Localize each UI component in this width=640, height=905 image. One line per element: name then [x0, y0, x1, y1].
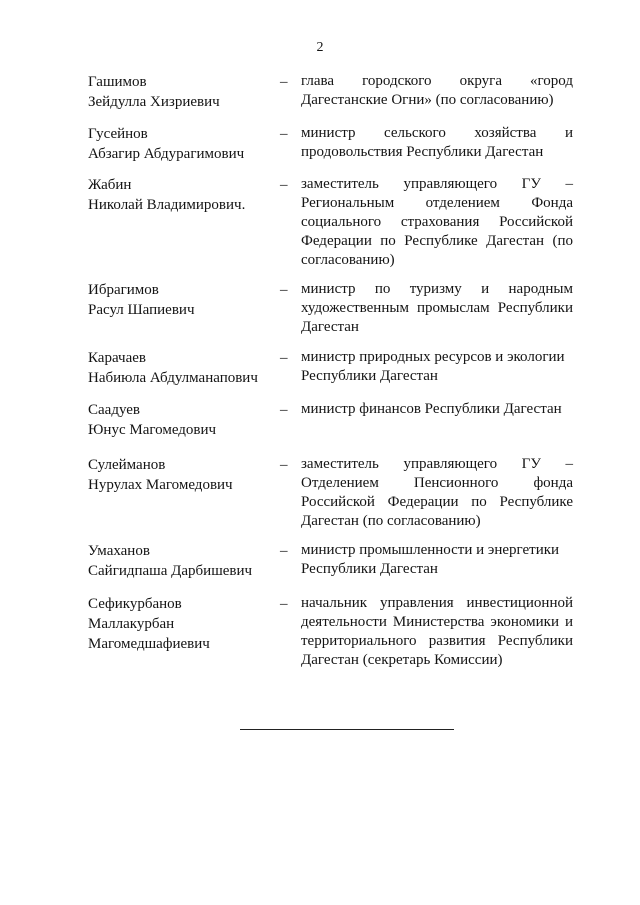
- member-role: министр промышленности и энергетики Республики Дагестан: [301, 542, 560, 577]
- member-name: [88, 455, 278, 495]
- member-name: [88, 175, 278, 215]
- member-surname: Карачаев: [88, 350, 146, 366]
- member-name: [88, 348, 278, 388]
- dash-separator: –: [280, 282, 288, 298]
- member-surname: Сулейманов: [88, 457, 166, 473]
- dash-separator: –: [280, 457, 288, 473]
- member-name: [88, 541, 278, 581]
- member-given-name: Набиюла Абдулманапович: [88, 370, 258, 386]
- dash-separator: –: [280, 543, 288, 559]
- member-name: [88, 72, 278, 112]
- dash-separator: –: [280, 350, 288, 366]
- dash-separator: –: [280, 74, 288, 90]
- member-given-name: Расул Шапиевич: [88, 302, 195, 318]
- end-separator-line: [240, 729, 454, 730]
- member-given-name: Зейдулла Хизриевич: [88, 94, 220, 110]
- member-surname: Гашимов: [88, 74, 147, 90]
- member-given-name: Сайгидпаша Дарбишевич: [88, 563, 253, 579]
- member-surname: Умаханов: [88, 543, 150, 559]
- member-given-name: Николай Владимирович.: [88, 197, 246, 213]
- member-role: заместитель управляющего ГУ – Отделением Пенсионного фонда Российской Федерации по Республике Дагестан (по согласованию): [301, 456, 573, 529]
- dash-separator: –: [280, 596, 288, 612]
- member-patronymic: Магомедшафиевич: [88, 636, 210, 652]
- member-given-name: Нурулах Магомедович: [88, 477, 233, 493]
- member-role: начальник управления инвестиционной деятельности Министерства экономики и территориального развития Республики Дагестан (секретарь Комиссии): [301, 595, 573, 668]
- member-surname: Гусейнов: [88, 126, 148, 142]
- member-given-name: Маллакурбан: [88, 616, 175, 632]
- page-number: 2: [316, 40, 324, 55]
- member-role: министр финансов Республики Дагестан: [301, 401, 562, 417]
- dash-separator: –: [280, 402, 288, 418]
- dash-separator: –: [280, 126, 288, 142]
- member-given-name: Абзагир Абдурагимович: [88, 146, 245, 162]
- member-surname: Жабин: [88, 177, 132, 193]
- member-name: [88, 594, 278, 654]
- member-role: глава городского округа «город Дагестанские Огни» (по согласованию): [301, 73, 573, 108]
- member-name: [88, 280, 278, 320]
- member-role: заместитель управляющего ГУ – Региональным отделением Фонда социального страхования Российской Федерации по Республике Дагестан (по согласованию): [301, 176, 573, 268]
- member-given-name: Юнус Магомедович: [88, 422, 217, 438]
- member-role: министр по туризму и народным художественным промыслам Республики Дагестан: [301, 281, 573, 335]
- dash-separator: –: [280, 177, 288, 193]
- member-role: министр сельского хозяйства и продовольствия Республики Дагестан: [301, 125, 573, 160]
- member-name: [88, 124, 278, 164]
- member-name: [88, 400, 278, 440]
- member-surname: Саадуев: [88, 402, 140, 418]
- member-surname: Сефикурбанов: [88, 596, 182, 612]
- member-role: министр природных ресурсов и экологии Республики Дагестан: [301, 349, 565, 384]
- member-surname: Ибрагимов: [88, 282, 159, 298]
